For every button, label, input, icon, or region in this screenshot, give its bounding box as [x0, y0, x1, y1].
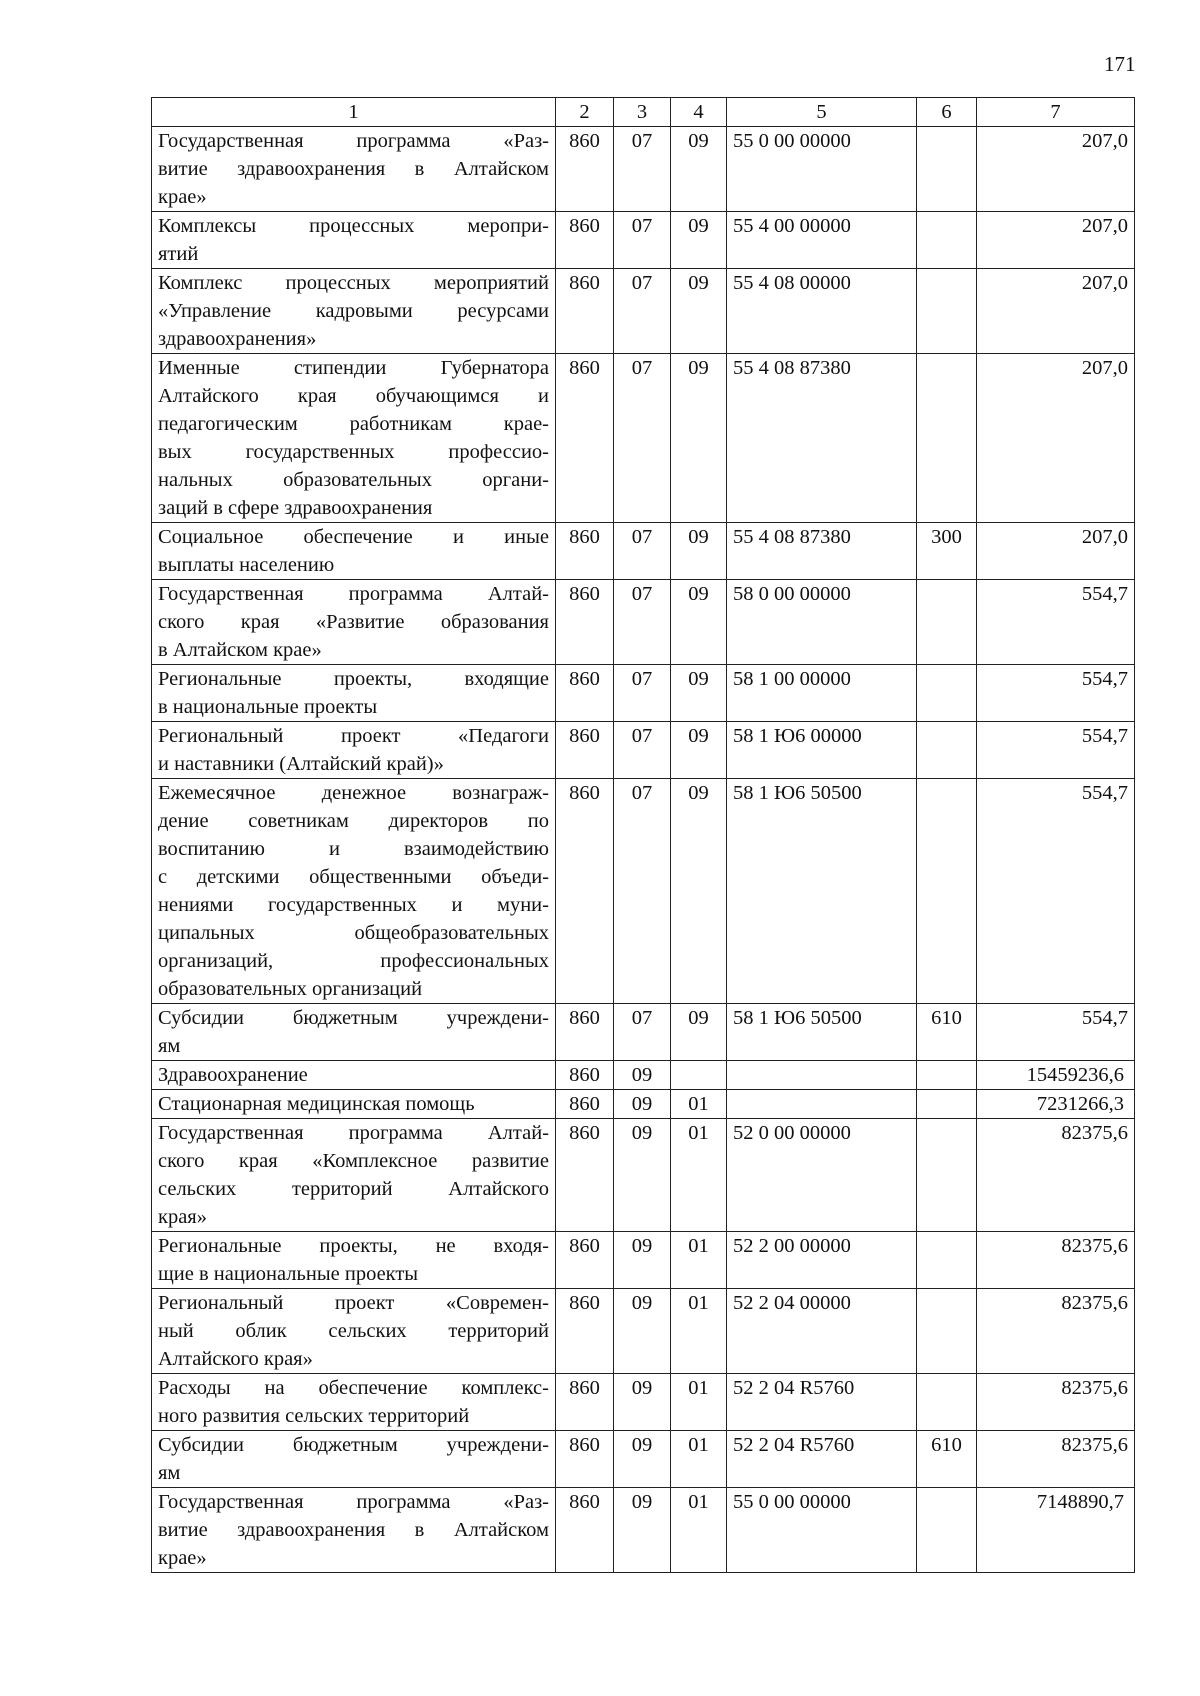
row-grbs: 860 — [556, 523, 614, 580]
row-expense-type — [917, 1232, 977, 1289]
row-name-line: в Алтайском крае» — [158, 639, 322, 661]
row-name-line: выплаты населению — [158, 554, 335, 576]
row-section: 07 — [614, 665, 671, 722]
header-col-1: 1 — [152, 98, 556, 127]
row-grbs: 860 — [556, 1232, 614, 1289]
row-target-article: 52 2 04 00000 — [727, 1289, 917, 1374]
row-subsection: 01 — [671, 1431, 727, 1488]
row-section: 07 — [614, 354, 671, 523]
row-target-article: 58 0 00 00000 — [727, 580, 917, 665]
table-row — [152, 779, 1135, 1004]
row-name-line: ципальных общеобразовательных — [158, 922, 549, 944]
header-col-7: 7 — [977, 98, 1135, 127]
row-grbs: 860 — [556, 1374, 614, 1431]
row-amount: 7148890,7 — [977, 1488, 1135, 1573]
row-grbs: 860 — [556, 580, 614, 665]
header-col-3: 3 — [614, 98, 671, 127]
row-name — [152, 212, 556, 269]
row-target-article: 55 4 00 00000 — [727, 212, 917, 269]
row-amount: 207,0 — [977, 212, 1135, 269]
row-name-line: и наставники (Алтайский край)» — [158, 753, 444, 775]
row-name-line: нениями государственных и муни- — [158, 894, 549, 916]
row-section: 07 — [614, 523, 671, 580]
row-amount: 554,7 — [977, 722, 1135, 779]
row-name-line: ятий — [158, 243, 199, 265]
row-expense-type — [917, 580, 977, 665]
row-name — [152, 523, 556, 580]
row-section: 09 — [614, 1061, 671, 1090]
row-name-line: образовательных организаций — [158, 978, 423, 1000]
row-name-line: Именные стипендии Губернатора — [158, 357, 549, 379]
row-name-line: Стационарная медицинская помощь — [158, 1093, 475, 1115]
row-name — [152, 1232, 556, 1289]
row-target-article — [727, 1061, 917, 1090]
row-subsection — [671, 1061, 727, 1090]
row-target-article: 58 1 00 00000 — [727, 665, 917, 722]
table-row — [152, 212, 1135, 269]
row-amount: 554,7 — [977, 1004, 1135, 1061]
row-amount: 82375,6 — [977, 1119, 1135, 1232]
row-name — [152, 1004, 556, 1061]
row-section: 07 — [614, 212, 671, 269]
row-target-article: 55 0 00 00000 — [727, 127, 917, 212]
row-name-line: сельских территорий Алтайского — [158, 1178, 549, 1200]
row-section: 07 — [614, 779, 671, 1004]
row-name-line: крае» — [158, 186, 207, 208]
row-subsection: 09 — [671, 779, 727, 1004]
table-row — [152, 1374, 1135, 1431]
row-expense-type: 610 — [917, 1431, 977, 1488]
row-name-line: ского края «Развитие образования — [158, 611, 549, 633]
row-amount: 7231266,3 — [977, 1090, 1135, 1119]
row-amount: 82375,6 — [977, 1374, 1135, 1431]
row-name-line: ям — [158, 1035, 181, 1057]
row-name — [152, 269, 556, 354]
row-name-line: Алтайского края» — [158, 1348, 313, 1370]
row-name-line: здравоохранения» — [158, 328, 317, 350]
row-name-line: Региональный проект «Педагоги — [158, 725, 549, 747]
row-amount: 554,7 — [977, 779, 1135, 1004]
row-expense-type — [917, 1061, 977, 1090]
row-section: 09 — [614, 1289, 671, 1374]
row-name-line: ям — [158, 1462, 181, 1484]
row-expense-type — [917, 127, 977, 212]
row-subsection: 01 — [671, 1488, 727, 1573]
row-name — [152, 1374, 556, 1431]
row-subsection: 01 — [671, 1232, 727, 1289]
row-grbs: 860 — [556, 1488, 614, 1573]
row-grbs: 860 — [556, 1004, 614, 1061]
row-section: 09 — [614, 1488, 671, 1573]
row-name-line: витие здравоохранения в Алтайском — [158, 158, 549, 180]
row-name — [152, 779, 556, 1004]
row-section: 07 — [614, 722, 671, 779]
row-subsection: 09 — [671, 269, 727, 354]
row-expense-type — [917, 1090, 977, 1119]
row-grbs: 860 — [556, 269, 614, 354]
row-name-line: Региональные проекты, входящие — [158, 668, 549, 690]
row-section: 07 — [614, 127, 671, 212]
table-row — [152, 722, 1135, 779]
row-target-article: 55 4 08 00000 — [727, 269, 917, 354]
row-subsection: 09 — [671, 722, 727, 779]
row-section: 07 — [614, 1004, 671, 1061]
row-name — [152, 1061, 556, 1090]
row-name-line: ного развития сельских территорий — [158, 1405, 470, 1427]
row-amount: 82375,6 — [977, 1431, 1135, 1488]
row-expense-type — [917, 1488, 977, 1573]
row-name — [152, 722, 556, 779]
table-row — [152, 1004, 1135, 1061]
row-section: 09 — [614, 1119, 671, 1232]
row-grbs: 860 — [556, 212, 614, 269]
row-target-article: 55 0 00 00000 — [727, 1488, 917, 1573]
row-expense-type — [917, 354, 977, 523]
row-name-line: Государственная программа «Раз- — [158, 1491, 549, 1513]
row-section: 09 — [614, 1374, 671, 1431]
row-name-line: в национальные проекты — [158, 696, 378, 718]
row-subsection: 09 — [671, 1004, 727, 1061]
row-target-article: 52 0 00 00000 — [727, 1119, 917, 1232]
row-subsection: 09 — [671, 127, 727, 212]
row-expense-type — [917, 779, 977, 1004]
row-amount: 554,7 — [977, 580, 1135, 665]
row-name-line: крае» — [158, 1547, 207, 1569]
row-target-article: 52 2 00 00000 — [727, 1232, 917, 1289]
row-grbs: 860 — [556, 354, 614, 523]
row-name-line: заций в сфере здравоохранения — [158, 497, 433, 519]
row-name-line: Здравоохранение — [158, 1064, 308, 1086]
table-body — [152, 127, 1135, 1573]
row-target-article: 52 2 04 R5760 — [727, 1431, 917, 1488]
row-name-line: воспитанию и взаимодействию — [158, 838, 549, 860]
row-expense-type — [917, 212, 977, 269]
row-grbs: 860 — [556, 1289, 614, 1374]
row-name-line: края» — [158, 1206, 207, 1228]
table-row — [152, 127, 1135, 212]
row-expense-type — [917, 1289, 977, 1374]
row-name-line: с детскими общественными объеди- — [158, 866, 549, 888]
table-row — [152, 1061, 1135, 1090]
table-row — [152, 1119, 1135, 1232]
row-name-line: дение советникам директоров по — [158, 810, 549, 832]
row-amount: 15459236,6 — [977, 1061, 1135, 1090]
row-target-article: 55 4 08 87380 — [727, 354, 917, 523]
table-row — [152, 1431, 1135, 1488]
row-name — [152, 665, 556, 722]
row-name-line: Субсидии бюджетным учреждени- — [158, 1434, 549, 1456]
row-name — [152, 127, 556, 212]
row-target-article: 52 2 04 R5760 — [727, 1374, 917, 1431]
row-subsection: 01 — [671, 1119, 727, 1232]
row-grbs: 860 — [556, 127, 614, 212]
row-name-line: нальных образовательных органи- — [158, 469, 549, 491]
row-target-article: 58 1 Ю6 00000 — [727, 722, 917, 779]
table-row — [152, 1090, 1135, 1119]
row-section: 09 — [614, 1431, 671, 1488]
row-subsection: 09 — [671, 212, 727, 269]
header-col-4: 4 — [671, 98, 727, 127]
row-name-line: Комплекс процессных мероприятий — [158, 272, 549, 294]
row-name-line: педагогическим работникам крае- — [158, 413, 549, 435]
table-row — [152, 665, 1135, 722]
row-name — [152, 1289, 556, 1374]
row-amount: 207,0 — [977, 354, 1135, 523]
row-name-line: Государственная программа Алтай- — [158, 1122, 549, 1144]
row-name-line: ского края «Комплексное развитие — [158, 1150, 549, 1172]
budget-table — [151, 97, 1135, 1573]
row-grbs: 860 — [556, 665, 614, 722]
row-grbs: 860 — [556, 779, 614, 1004]
row-subsection: 09 — [671, 523, 727, 580]
row-subsection: 01 — [671, 1090, 727, 1119]
row-name-line: Ежемесячное денежное вознаграж- — [158, 782, 549, 804]
row-grbs: 860 — [556, 1119, 614, 1232]
row-name-line: Региональные проекты, не входя- — [158, 1235, 549, 1257]
row-subsection: 01 — [671, 1374, 727, 1431]
row-name-line: Государственная программа «Раз- — [158, 130, 549, 152]
row-name — [152, 580, 556, 665]
row-amount: 82375,6 — [977, 1232, 1135, 1289]
row-name-line: Региональный проект «Современ- — [158, 1292, 549, 1314]
row-expense-type: 300 — [917, 523, 977, 580]
row-expense-type — [917, 269, 977, 354]
row-amount: 82375,6 — [977, 1289, 1135, 1374]
row-grbs: 860 — [556, 1090, 614, 1119]
row-section: 09 — [614, 1232, 671, 1289]
row-target-article — [727, 1090, 917, 1119]
row-expense-type — [917, 722, 977, 779]
table-row — [152, 523, 1135, 580]
row-amount: 207,0 — [977, 269, 1135, 354]
row-expense-type: 610 — [917, 1004, 977, 1061]
row-name — [152, 1090, 556, 1119]
row-amount: 207,0 — [977, 523, 1135, 580]
header-row — [152, 98, 1135, 127]
table-row — [152, 580, 1135, 665]
row-name — [152, 1431, 556, 1488]
row-subsection: 09 — [671, 580, 727, 665]
row-grbs: 860 — [556, 722, 614, 779]
row-section: 07 — [614, 269, 671, 354]
row-name — [152, 1488, 556, 1573]
row-name-line: «Управление кадровыми ресурсами — [158, 300, 549, 322]
row-name-line: Алтайского края обучающимся и — [158, 385, 549, 407]
header-col-2: 2 — [556, 98, 614, 127]
table-row — [152, 1232, 1135, 1289]
row-name-line: витие здравоохранения в Алтайском — [158, 1519, 549, 1541]
row-grbs: 860 — [556, 1431, 614, 1488]
header-col-6: 6 — [917, 98, 977, 127]
row-name — [152, 1119, 556, 1232]
row-grbs: 860 — [556, 1061, 614, 1090]
row-name — [152, 354, 556, 523]
row-subsection: 09 — [671, 665, 727, 722]
row-target-article: 58 1 Ю6 50500 — [727, 1004, 917, 1061]
row-name-line: Социальное обеспечение и иные — [158, 526, 549, 548]
header-col-5: 5 — [727, 98, 917, 127]
row-expense-type — [917, 1374, 977, 1431]
row-target-article: 58 1 Ю6 50500 — [727, 779, 917, 1004]
row-name-line: вых государственных профессио- — [158, 441, 549, 463]
row-subsection: 01 — [671, 1289, 727, 1374]
row-section: 09 — [614, 1090, 671, 1119]
row-name-line: ный облик сельских территорий — [158, 1320, 549, 1342]
row-name-line: Субсидии бюджетным учреждени- — [158, 1007, 549, 1029]
row-expense-type — [917, 1119, 977, 1232]
row-target-article: 55 4 08 87380 — [727, 523, 917, 580]
row-name-line: щие в национальные проекты — [158, 1263, 419, 1285]
row-expense-type — [917, 665, 977, 722]
page-number: 171 — [1104, 52, 1136, 76]
row-name-line: Расходы на обеспечение комплекс- — [158, 1377, 549, 1399]
row-amount: 207,0 — [977, 127, 1135, 212]
table-row — [152, 354, 1135, 523]
row-section: 07 — [614, 580, 671, 665]
row-name-line: Государственная программа Алтай- — [158, 583, 549, 605]
row-name-line: организаций, профессиональных — [158, 950, 549, 972]
table-row — [152, 1488, 1135, 1573]
table-row — [152, 1289, 1135, 1374]
row-subsection: 09 — [671, 354, 727, 523]
table-row — [152, 269, 1135, 354]
row-amount: 554,7 — [977, 665, 1135, 722]
row-name-line: Комплексы процессных меропри- — [158, 215, 549, 237]
